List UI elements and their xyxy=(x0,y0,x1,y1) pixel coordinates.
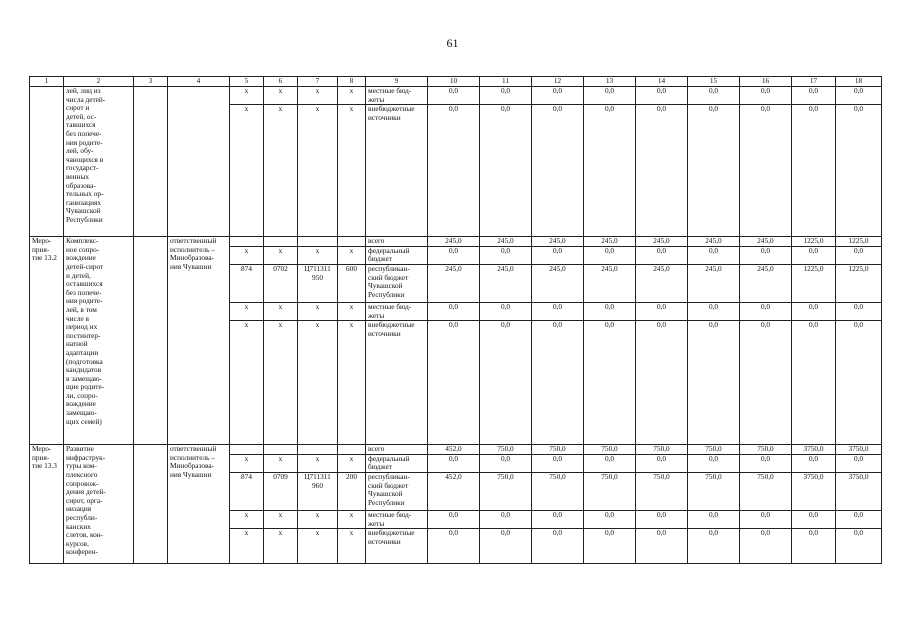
amount-cell: 750,0 xyxy=(584,472,636,510)
amount-cell: 0,0 xyxy=(740,454,792,472)
budget-code-cell: x xyxy=(338,87,366,105)
measure-description: Комплекс- ное сопро- вождение детей-сирот и детей, оставшихся без попече- ния родите- лей, в том числе в период их постинтер- натной адаптации (подготовка кандидатов в замещаю- щие родите- ли, сопро- вождение замещаю- щих семей) xyxy=(64,237,134,445)
page-number: 61 xyxy=(446,36,459,50)
amount-cell: 0,0 xyxy=(740,321,792,445)
budget-code-cell: x xyxy=(230,246,264,264)
amount-cell: 245,0 xyxy=(740,237,792,247)
executor-cell xyxy=(168,87,230,237)
amount-cell: 0,0 xyxy=(584,529,636,564)
measure-label: Меро- прия- тие 13.2 xyxy=(30,237,64,445)
amount-cell: 3750,0 xyxy=(792,445,836,455)
column-number-header: 16 xyxy=(740,77,792,87)
amount-cell: 0,0 xyxy=(688,529,740,564)
budget-code-cell: x xyxy=(230,321,264,445)
amount-cell: 0,0 xyxy=(636,302,688,320)
amount-cell: 245,0 xyxy=(688,237,740,247)
amount-cell: 0,0 xyxy=(480,87,532,105)
amount-cell: 0,0 xyxy=(836,321,882,445)
amount-cell: 0,0 xyxy=(688,321,740,445)
amount-cell: 0,0 xyxy=(428,87,480,105)
budget-code-cell: x xyxy=(264,105,298,237)
amount-cell: 0,0 xyxy=(532,302,584,320)
amount-cell: 245,0 xyxy=(740,264,792,302)
table-row xyxy=(30,445,882,455)
amount-cell: 0,0 xyxy=(792,529,836,564)
amount-cell: 0,0 xyxy=(532,87,584,105)
amount-cell: 0,0 xyxy=(636,246,688,264)
budget-code-cell: x xyxy=(230,105,264,237)
column-number-header: 15 xyxy=(688,77,740,87)
amount-cell: 750,0 xyxy=(532,472,584,510)
amount-cell: 0,0 xyxy=(636,87,688,105)
amount-cell: 0,0 xyxy=(836,529,882,564)
budget-code-cell: x xyxy=(298,87,338,105)
budget-code-cell: x xyxy=(338,529,366,564)
amount-cell: 750,0 xyxy=(740,445,792,455)
amount-cell: 0,0 xyxy=(532,454,584,472)
amount-cell: 245,0 xyxy=(532,264,584,302)
amount-cell: 0,0 xyxy=(428,105,480,237)
amount-cell: 0,0 xyxy=(740,510,792,528)
budget-code-cell: x xyxy=(264,302,298,320)
amount-cell: 0,0 xyxy=(532,321,584,445)
budget-code-cell: x xyxy=(298,246,338,264)
budget-code-cell: x xyxy=(338,302,366,320)
amount-cell: 245,0 xyxy=(480,237,532,247)
budget-code-cell xyxy=(338,445,366,455)
funding-source: всего xyxy=(366,445,428,455)
amount-cell: 750,0 xyxy=(636,445,688,455)
amount-cell: 0,0 xyxy=(428,302,480,320)
funding-source: местные бюд- жеты xyxy=(366,510,428,528)
budget-code-cell: x xyxy=(338,454,366,472)
budget-code-cell: x xyxy=(230,302,264,320)
amount-cell: 0,0 xyxy=(428,454,480,472)
amount-cell: 0,0 xyxy=(836,87,882,105)
amount-cell: 0,0 xyxy=(584,302,636,320)
budget-code-cell: x xyxy=(264,454,298,472)
budget-code-cell: x xyxy=(264,246,298,264)
amount-cell: 0,0 xyxy=(532,246,584,264)
amount-cell: 452,0 xyxy=(428,472,480,510)
column-number-header: 17 xyxy=(792,77,836,87)
amount-cell: 1225,0 xyxy=(792,237,836,247)
amount-cell: 0,0 xyxy=(740,246,792,264)
budget-code-cell xyxy=(230,445,264,455)
budget-code-cell: x xyxy=(230,529,264,564)
column-number-header: 1 xyxy=(30,77,64,87)
column-number-header: 4 xyxy=(168,77,230,87)
amount-cell: 0,0 xyxy=(792,105,836,237)
amount-cell: 0,0 xyxy=(584,105,636,237)
amount-cell: 3750,0 xyxy=(836,445,882,455)
amount-cell: 245,0 xyxy=(584,264,636,302)
amount-cell: 1225,0 xyxy=(836,264,882,302)
amount-cell: 0,0 xyxy=(740,302,792,320)
column-number-header: 12 xyxy=(532,77,584,87)
table-row xyxy=(30,237,882,247)
amount-cell: 0,0 xyxy=(584,87,636,105)
amount-cell: 0,0 xyxy=(532,105,584,237)
amount-cell: 750,0 xyxy=(480,445,532,455)
amount-cell: 0,0 xyxy=(688,510,740,528)
funding-source: местные бюд- жеты xyxy=(366,87,428,105)
amount-cell: 0,0 xyxy=(740,87,792,105)
budget-code-cell: x xyxy=(298,302,338,320)
table-row xyxy=(30,87,882,105)
amount-cell: 750,0 xyxy=(532,445,584,455)
budget-code-cell: 0709 xyxy=(264,472,298,510)
budget-code-cell xyxy=(264,237,298,247)
empty-cell xyxy=(134,445,168,564)
amount-cell: 0,0 xyxy=(792,510,836,528)
amount-cell: 0,0 xyxy=(636,529,688,564)
amount-cell: 0,0 xyxy=(688,302,740,320)
funding-source: внебюджетные источники xyxy=(366,321,428,445)
amount-cell: 0,0 xyxy=(688,105,740,237)
executor-cell: ответственный исполнитель – Минобразова- ния Чувашии xyxy=(168,237,230,445)
amount-cell: 0,0 xyxy=(532,510,584,528)
funding-source: республикан- ский бюджет Чувашской Республики xyxy=(366,264,428,302)
budget-code-cell: x xyxy=(338,246,366,264)
amount-cell: 0,0 xyxy=(836,510,882,528)
budget-code-cell: x xyxy=(230,87,264,105)
budget-code-cell: 874 xyxy=(230,264,264,302)
amount-cell: 0,0 xyxy=(428,246,480,264)
table-header-row xyxy=(30,77,882,87)
budget-code-cell: x xyxy=(264,529,298,564)
amount-cell: 0,0 xyxy=(636,321,688,445)
column-number-header: 7 xyxy=(298,77,338,87)
budget-code-cell: x xyxy=(264,510,298,528)
measure-description: лей, лиц из числа детей- сирот и детей, ос- тавшихся без попече- ния родите- лей, обу- чающихся в государст- венных образова- тельных ор- ганизациях Чувашской Республики xyxy=(64,87,134,237)
amount-cell: 0,0 xyxy=(836,302,882,320)
budget-code-cell: x xyxy=(264,87,298,105)
amount-cell: 0,0 xyxy=(792,302,836,320)
amount-cell: 245,0 xyxy=(636,264,688,302)
budget-code-cell xyxy=(264,445,298,455)
amount-cell: 0,0 xyxy=(792,454,836,472)
amount-cell: 0,0 xyxy=(740,105,792,237)
budget-code-cell: x xyxy=(264,321,298,445)
amount-cell: 245,0 xyxy=(584,237,636,247)
budget-code-cell: x xyxy=(338,321,366,445)
budget-code-cell: Ц711311 960 xyxy=(298,472,338,510)
funding-source: внебюджетные источники xyxy=(366,529,428,564)
column-number-header: 14 xyxy=(636,77,688,87)
budget-code-cell: x xyxy=(298,105,338,237)
amount-cell: 245,0 xyxy=(428,264,480,302)
column-number-header: 18 xyxy=(836,77,882,87)
amount-cell: 750,0 xyxy=(584,445,636,455)
funding-source: федеральный бюджет xyxy=(366,246,428,264)
amount-cell: 0,0 xyxy=(480,105,532,237)
amount-cell: 0,0 xyxy=(584,454,636,472)
budget-code-cell: 600 xyxy=(338,264,366,302)
amount-cell: 0,0 xyxy=(688,246,740,264)
amount-cell: 0,0 xyxy=(636,454,688,472)
amount-cell: 245,0 xyxy=(428,237,480,247)
budget-code-cell: x xyxy=(338,510,366,528)
amount-cell: 0,0 xyxy=(480,246,532,264)
budget-code-cell: x xyxy=(298,510,338,528)
funding-source: федеральный бюджет xyxy=(366,454,428,472)
amount-cell: 0,0 xyxy=(792,321,836,445)
budget-code-cell: 0702 xyxy=(264,264,298,302)
amount-cell: 0,0 xyxy=(480,529,532,564)
budget-code-cell xyxy=(230,237,264,247)
amount-cell: 245,0 xyxy=(688,264,740,302)
amount-cell: 0,0 xyxy=(480,302,532,320)
amount-cell: 245,0 xyxy=(480,264,532,302)
budget-code-cell: x xyxy=(230,510,264,528)
budget-code-cell: x xyxy=(338,105,366,237)
empty-cell xyxy=(134,87,168,237)
amount-cell: 0,0 xyxy=(428,510,480,528)
amount-cell: 750,0 xyxy=(740,472,792,510)
column-number-header: 10 xyxy=(428,77,480,87)
amount-cell: 3750,0 xyxy=(836,472,882,510)
column-number-header: 2 xyxy=(64,77,134,87)
amount-cell: 0,0 xyxy=(584,321,636,445)
column-number-header: 9 xyxy=(366,77,428,87)
amount-cell: 0,0 xyxy=(688,454,740,472)
budget-code-cell: 200 xyxy=(338,472,366,510)
amount-cell: 0,0 xyxy=(480,321,532,445)
column-number-header: 5 xyxy=(230,77,264,87)
amount-cell: 1225,0 xyxy=(792,264,836,302)
empty-cell xyxy=(134,237,168,445)
column-number-header: 11 xyxy=(480,77,532,87)
measure-label xyxy=(30,87,64,237)
amount-cell: 0,0 xyxy=(836,246,882,264)
budget-code-cell: x xyxy=(298,529,338,564)
amount-cell: 0,0 xyxy=(532,529,584,564)
amount-cell: 245,0 xyxy=(636,237,688,247)
funding-source: всего xyxy=(366,237,428,247)
amount-cell: 0,0 xyxy=(636,510,688,528)
budget-code-cell xyxy=(298,445,338,455)
amount-cell: 3750,0 xyxy=(792,472,836,510)
funding-source: внебюджетные источники xyxy=(366,105,428,237)
amount-cell: 1225,0 xyxy=(836,237,882,247)
amount-cell: 0,0 xyxy=(792,87,836,105)
funding-source: республикан- ский бюджет Чувашской Республики xyxy=(366,472,428,510)
amount-cell: 0,0 xyxy=(836,105,882,237)
amount-cell: 0,0 xyxy=(584,510,636,528)
budget-code-cell: x xyxy=(298,321,338,445)
amount-cell: 0,0 xyxy=(480,454,532,472)
budget-code-cell: 874 xyxy=(230,472,264,510)
amount-cell: 750,0 xyxy=(688,472,740,510)
amount-cell: 452,0 xyxy=(428,445,480,455)
amount-cell: 750,0 xyxy=(636,472,688,510)
amount-cell: 750,0 xyxy=(688,445,740,455)
amount-cell: 0,0 xyxy=(480,510,532,528)
column-number-header: 13 xyxy=(584,77,636,87)
amount-cell: 0,0 xyxy=(836,454,882,472)
amount-cell: 0,0 xyxy=(636,105,688,237)
budget-code-cell xyxy=(298,237,338,247)
amount-cell: 0,0 xyxy=(688,87,740,105)
amount-cell: 0,0 xyxy=(792,246,836,264)
funding-source: местные бюд- жеты xyxy=(366,302,428,320)
executor-cell: ответственный исполнитель – Минобразова- ния Чувашии xyxy=(168,445,230,564)
amount-cell: 750,0 xyxy=(480,472,532,510)
budget-code-cell: x xyxy=(230,454,264,472)
amount-cell: 0,0 xyxy=(428,321,480,445)
amount-cell: 0,0 xyxy=(740,529,792,564)
budget-table xyxy=(29,76,882,564)
column-number-header: 3 xyxy=(134,77,168,87)
amount-cell: 0,0 xyxy=(584,246,636,264)
amount-cell: 0,0 xyxy=(428,529,480,564)
measure-label: Меро- прия- тие 13.3 xyxy=(30,445,64,564)
amount-cell: 245,0 xyxy=(532,237,584,247)
column-number-header: 6 xyxy=(264,77,298,87)
measure-description: Развитие инфраструк- туры ком- плексного сопровож- дения детей- сирот, орга- низация республи- канских слетов, кон- курсов, конферен- xyxy=(64,445,134,564)
budget-code-cell: Ц711311 950 xyxy=(298,264,338,302)
column-number-header: 8 xyxy=(338,77,366,87)
budget-code-cell: x xyxy=(298,454,338,472)
budget-code-cell xyxy=(338,237,366,247)
